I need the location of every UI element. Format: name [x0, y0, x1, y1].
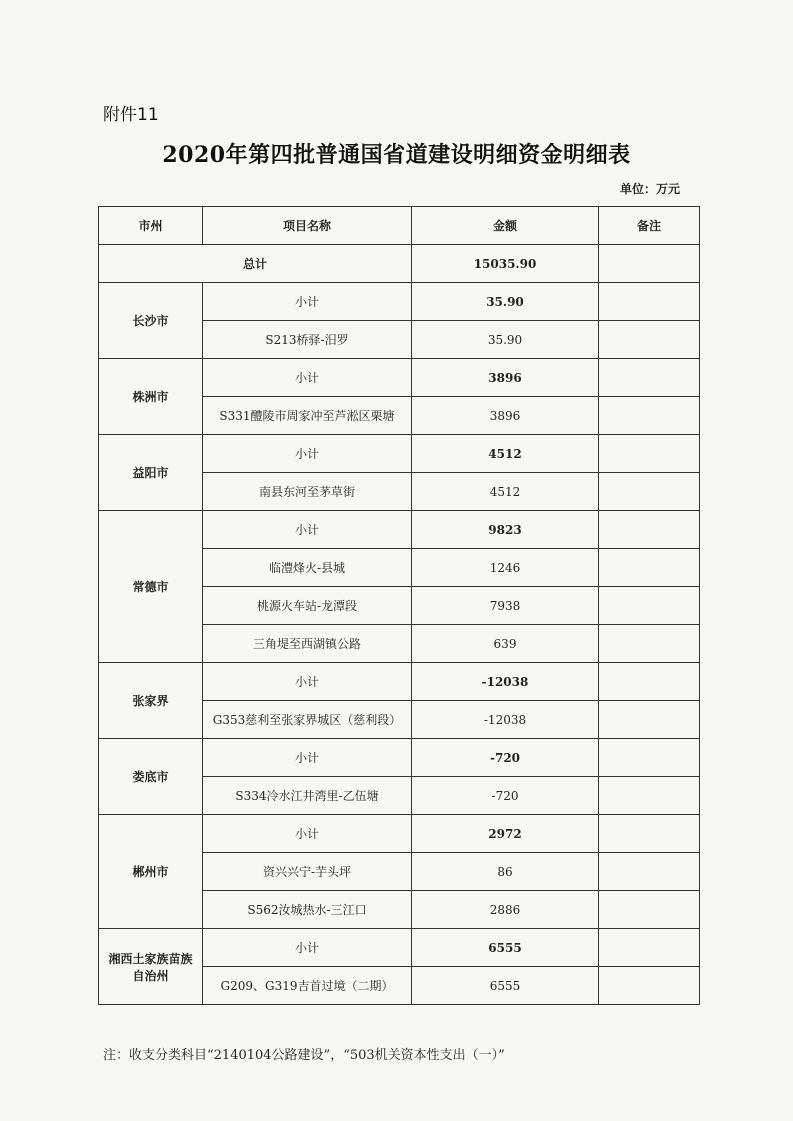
subtotal-amount: -720 [412, 739, 599, 777]
city-cell: 长沙市 [99, 283, 203, 359]
remark-cell [599, 511, 700, 549]
project-name-cell: G209、G319吉首过境（二期） [203, 967, 412, 1005]
remark-cell [599, 283, 700, 321]
amount-cell: 4512 [412, 473, 599, 511]
remark-cell [599, 739, 700, 777]
column-header-project: 项目名称 [203, 207, 412, 245]
amount-cell: 6555 [412, 967, 599, 1005]
project-name-cell: S213桥驿-汨罗 [203, 321, 412, 359]
fund-detail-table [98, 206, 700, 1005]
amount-cell: 2886 [412, 891, 599, 929]
remark-cell [599, 815, 700, 853]
document-title: 2020年第四批普通国省道建设明细资金明细表 [162, 142, 631, 168]
remark-cell [599, 359, 700, 397]
project-name-cell: 南县东河至茅草街 [203, 473, 412, 511]
table-row [99, 739, 700, 777]
project-name-cell: 三角堤至西湖镇公路 [203, 625, 412, 663]
table-row [99, 359, 700, 397]
subtotal-amount: 3896 [412, 359, 599, 397]
amount-cell: 639 [412, 625, 599, 663]
project-name-cell: 临澧烽火-县城 [203, 549, 412, 587]
project-name-cell: G353慈利至张家界城区（慈利段） [203, 701, 412, 739]
remark-cell [599, 663, 700, 701]
column-header-city: 市州 [99, 207, 203, 245]
subtotal-amount: 4512 [412, 435, 599, 473]
total-remark [599, 245, 700, 283]
remark-cell [599, 549, 700, 587]
amount-cell: 7938 [412, 587, 599, 625]
subtotal-label: 小计 [203, 511, 412, 549]
subtotal-label: 小计 [203, 435, 412, 473]
total-row [99, 245, 700, 283]
table-row [99, 929, 700, 967]
remark-cell [599, 435, 700, 473]
remark-cell [599, 587, 700, 625]
city-cell: 郴州市 [99, 815, 203, 929]
subtotal-amount: -12038 [412, 663, 599, 701]
amount-cell: -720 [412, 777, 599, 815]
city-cell: 湘西土家族苗族自治州 [99, 929, 203, 1005]
city-cell: 益阳市 [99, 435, 203, 511]
remark-cell [599, 853, 700, 891]
table-row [99, 663, 700, 701]
project-name-cell: 桃源火车站-龙潭段 [203, 587, 412, 625]
remark-cell [599, 777, 700, 815]
amount-cell: 35.90 [412, 321, 599, 359]
city-cell: 常德市 [99, 511, 203, 663]
table-row [99, 435, 700, 473]
city-cell: 张家界 [99, 663, 203, 739]
unit-label: 单位：万元 [620, 182, 681, 196]
subtotal-label: 小计 [203, 739, 412, 777]
remark-cell [599, 397, 700, 435]
city-cell: 株洲市 [99, 359, 203, 435]
attachment-label: 附件11 [103, 105, 159, 125]
subtotal-label: 小计 [203, 929, 412, 967]
remark-cell [599, 321, 700, 359]
total-label: 总计 [99, 245, 412, 283]
amount-cell: 1246 [412, 549, 599, 587]
subtotal-label: 小计 [203, 663, 412, 701]
table-header-row [99, 207, 700, 245]
project-name-cell: S331醴陵市周家冲至芦淞区栗塘 [203, 397, 412, 435]
city-cell: 娄底市 [99, 739, 203, 815]
remark-cell [599, 891, 700, 929]
project-name-cell: S334冷水江井湾里-乙伍塘 [203, 777, 412, 815]
remark-cell [599, 625, 700, 663]
remark-cell [599, 473, 700, 511]
remark-cell [599, 967, 700, 1005]
subtotal-label: 小计 [203, 283, 412, 321]
amount-cell: -12038 [412, 701, 599, 739]
subtotal-amount: 6555 [412, 929, 599, 967]
total-amount: 15035.90 [412, 245, 599, 283]
footnote: 注：收支分类科目“2140104公路建设”，“503机关资本性支出（一）” [103, 1048, 505, 1063]
remark-cell [599, 701, 700, 739]
table-row [99, 283, 700, 321]
project-name-cell: S562汝城热水-三江口 [203, 891, 412, 929]
project-name-cell: 资兴兴宁-芋头坪 [203, 853, 412, 891]
subtotal-amount: 2972 [412, 815, 599, 853]
column-header-amount: 金额 [412, 207, 599, 245]
subtotal-label: 小计 [203, 359, 412, 397]
subtotal-amount: 9823 [412, 511, 599, 549]
table-row [99, 815, 700, 853]
amount-cell: 3896 [412, 397, 599, 435]
amount-cell: 86 [412, 853, 599, 891]
subtotal-amount: 35.90 [412, 283, 599, 321]
column-header-remark: 备注 [599, 207, 700, 245]
remark-cell [599, 929, 700, 967]
table-row [99, 511, 700, 549]
subtotal-label: 小计 [203, 815, 412, 853]
